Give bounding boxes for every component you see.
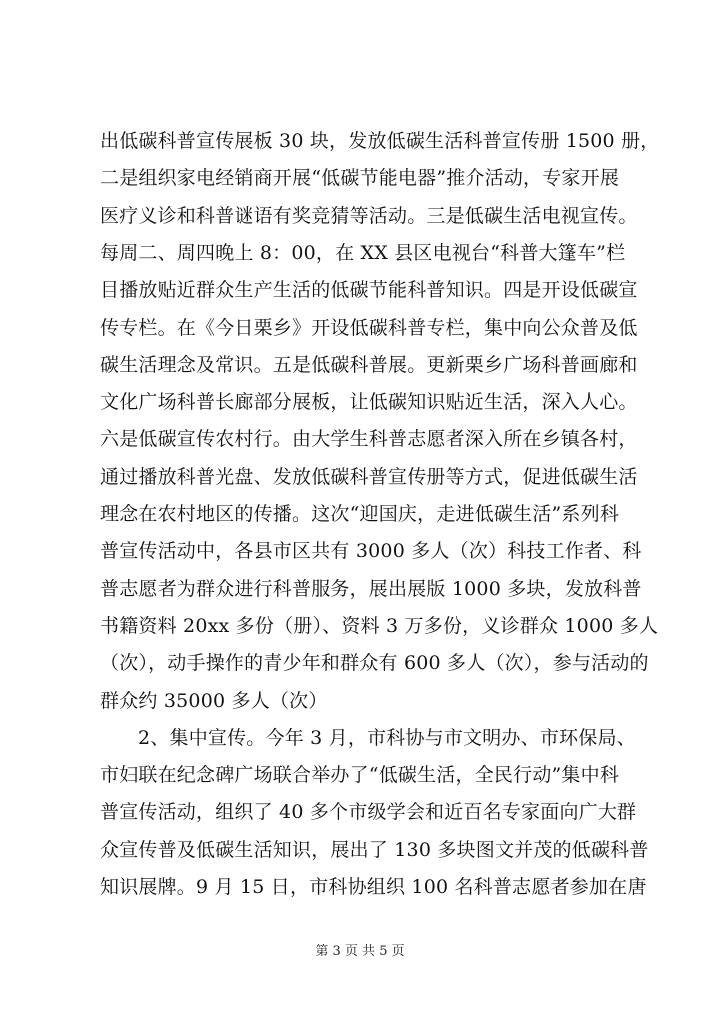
text-line: 普宣传活动，组织了 40 多个市级学会和近百名专家面向广大群 bbox=[100, 801, 637, 824]
text-line: 六是低碳宣传农村行。由大学生科普志愿者深入所在乡镇各村， bbox=[100, 428, 638, 451]
text-line: 目播放贴近群众生产生活的低碳节能科普知识。四是开设低碳宣 bbox=[100, 279, 638, 302]
text-line: 传专栏。在《今日栗乡》开设低碳科普专栏，集中向公众普及低 bbox=[100, 316, 638, 339]
text-line: 书籍资料 20xx 多份（册）、资料 3 万多份，义诊群众 1000 多人 bbox=[100, 614, 659, 637]
text-line: 知识展牌。9 月 15 日，市科协组织 100 名科普志愿者参加在唐 bbox=[100, 876, 647, 898]
text-line: （次），动手操作的青少年和群众有 600 多人（次），参与活动的 bbox=[100, 652, 649, 675]
text-line: 理念在农村地区的传播。这次“迎国庆，走进低碳生活”系列科 bbox=[100, 503, 620, 525]
text-line: 普宣传活动中，各县市区共有 3000 多人（次）科技工作者、科 bbox=[100, 540, 642, 563]
text-line: 二是组织家电经销商开展“低碳节能电器”推介活动，专家开展 bbox=[100, 167, 620, 190]
text-line: 每周二、周四晚上 8：00，在 XX 县区电视台“科普大篷车”栏 bbox=[100, 241, 626, 264]
text-line: 市妇联在纪念碑广场联合举办了“低碳生活，全民行动”集中科 bbox=[100, 764, 620, 787]
text-line: 普志愿者为群众进行科普服务，展出展版 1000 多块，发放科普 bbox=[100, 577, 642, 600]
text-line: 医疗义诊和科普谜语有奖竞猜等活动。三是低碳生活电视宣传。 bbox=[100, 204, 638, 227]
text-line: 通过播放科普光盘、发放低碳科普宣传册等方式，促进低碳生活 bbox=[100, 465, 638, 488]
text-line: 碳生活理念及常识。五是低碳科普展。更新栗乡广场科普画廊和 bbox=[100, 353, 638, 376]
text-line: 出低碳科普宣传展板 30 块，发放低碳生活科普宣传册 1500 册， bbox=[100, 130, 660, 152]
text-line: 文化广场科普长廊部分展板，让低碳知识贴近生活，深入人心。 bbox=[100, 391, 638, 414]
text-line: 群众约 35000 多人（次） bbox=[100, 689, 328, 712]
paragraph-start-line: 2、集中宣传。今年 3 月，市科协与市文明办、市环保局、 bbox=[138, 726, 636, 749]
text-line: 众宣传普及低碳生活知识，展出了 130 多块图文并茂的低碳科普 bbox=[100, 838, 649, 861]
page-number: 第 3 页 共 5 页 bbox=[315, 944, 405, 959]
